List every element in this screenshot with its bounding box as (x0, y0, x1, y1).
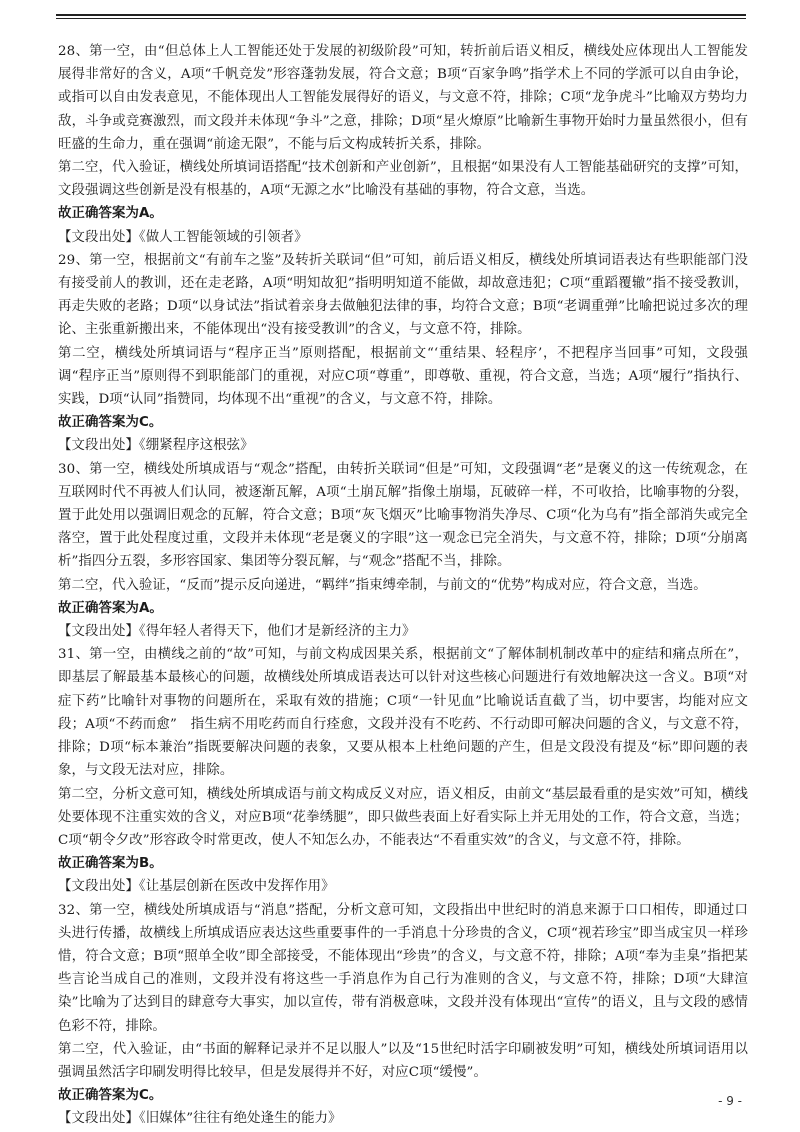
explanation-paragraph: 30、第一空，横线处所填成语与“观念”搭配，由转折关联词“但是”可知，文段强调“老”是褒义的这一传统观念，在互联网时代不再被人们认同，被逐渐瓦解，A项“土崩瓦解”指像土崩塌，瓦破碎一样，不可收拾，比喻事物的分裂，置于此处用以强调旧观念的瓦解，符合文意；B项“灰飞烟灭”比喻事物消失净尽、C项“化为乌有”指全部消失或完全落空，置于此处程度过重，文段并未体现“老是褒义的字眼”这一观念已完全消失，与文意不符，排除；D项“分崩离析”指四分五裂，多形容国家、集团等分裂瓦解，与“观念”搭配不当，排除。 (58, 461, 748, 570)
header-rule-thin (56, 18, 746, 19)
explanation-paragraph: 第二空，横线处所填词语与“程序正当”原则搭配，根据前文“‘重结果、轻程序’，不把程序当回事”可知，文段强调“程序正当”原则得不到职能部门的重视，对应C项“尊重”，即尊敬、重视，符合文意，当选；A项“履行”指执行、实践，D项“认同”指赞同，均体现不出“重视”的含义，与文意不符，排除。 (58, 345, 748, 408)
explanation-paragraph: 28、第一空，由“但总体上人工智能还处于发展的初级阶段”可知，转折前后语义相反，横线处应体现出人工智能发展得非常好的含义，A项“千帆竞发”形容蓬勃发展，符合文意；B项“百家争鸣”指学术上不同的学派可以自由争论，或指可以自由发表意见，不能体现出人工智能发展得好的语义，与文意不符，排除；C项“龙争虎斗”比喻双方势均力敌，斗争或竞赛激烈，而文段并未体现“争斗”之意，排除；D项“星火燎原”比喻新生事物开始时力量虽然很小，但有旺盛的生命力，重在强调“前途无限”，不能与后文构成转折关系，排除。 (58, 44, 748, 152)
source-line: 【文段出处】《绷紧程序这根弦》 (58, 438, 254, 454)
document-body (58, 40, 748, 1131)
explanation-paragraph: 第二空，分析文意可知，横线处所填成语与前文构成反义对应，语义相反，由前文“基层最看重的是实效”可知，横线处要体现不注重实效的含义，对应B项“花拳绣腿”，即只做些表面上好看实际上并无用处的工作，符合文意，当选；C项“朝令夕改”形容政令时常更改，使人不知怎么办，不能表达“不看重实效”的含义，与文意不符，排除。 (58, 786, 748, 848)
source-line: 【文段出处】《让基层创新在医改中发挥作用》 (58, 879, 335, 895)
explanation-paragraph: 31、第一空，由横线之前的“故”可知，与前文构成因果关系，根据前文“了解体制机制改革中的症结和痛点所在”，即基层了解最基本最核心的问题，故横线处所填成语表达可以针对这些核心问题进行有效地解决这一含义。B项“对症下药”比喻针对事物的问题所在，采取有效的措施；C项“一针见血”比喻说话直截了当，切中要害，均能对应文段；A项“不药而愈” 指生病不用吃药而自行痊愈，文段并没有不吃药、不行动即可解决问题的含义，与文意不符，排除；D项“标本兼治”指既要解决问题的表象，又要从根本上杜绝问题的产生，但是文段没有提及“标”即问题的表象，与文段无法对应，排除。 (58, 647, 748, 779)
answer-line: 故正确答案为C。 (58, 415, 163, 431)
source-line: 【文段出处】《旧媒体”往往有绝处逢生的能力》 (58, 1111, 342, 1127)
explanation-paragraph: 32、第一空，横线处所填成语与“消息”搭配，分析文意可知，文段指出中世纪时的消息来源于口口相传，即通过口头进行传播，故横线上所填成语应表达这些重要事件的一手消息十分珍贵的含义，C项“视若珍宝”即当成宝贝一样珍惜，符合文意；B项“照单全收”即全部接受，不能体现出“珍贵”的含义，与文意不符，排除；A项“奉为圭臬”指把某些言论当成自己的准则，文段并没有将这些一手消息作为自己行为准则的含义，与文意不符，排除；D项“大肆渲染”比喻为了达到目的肆意夸大事实，加以宣传，带有消极意味，文段并没有体现出“宣传”的语义，且与文段的感情色彩不符，排除。 (58, 902, 748, 1034)
answer-line: 故正确答案为A。 (58, 206, 163, 222)
explanation-paragraph: 29、第一空，根据前文“有前车之鉴”及转折关联词“但”可知，前后语义相反，横线处所填词语表达有些职能部门没有接受前人的教训，还在走老路，A项“明知故犯”指明明知道不能做，却故意违犯；C项“重蹈覆辙”指不接受教训，再走失败的老路；D项“以身试法”指试着亲身去做触犯法律的事，均符合文意；B项“老调重弹”比喻把说过多次的理论、主张重新搬出来，不能体现出“没有接受教训”的含义，与文意不符，排除。 (58, 252, 748, 338)
explanation-paragraph: 第二空，代入验证，由“书面的解释记录并不足以服人”以及“15世纪时活字印刷被发明”可知，横线处所填词语用以强调虽然活字印刷发明得比较早，但是发展得并不好，对应C项“缓慢”。 (58, 1041, 748, 1080)
source-line: 【文段出处】《做人工智能领域的引领者》 (58, 229, 308, 245)
explanation-paragraph: 第二空，代入验证，“反而”提示反向递进，“羁绊”指束缚牵制，与前文的“优势”构成对应，符合文意，当选。 (58, 577, 707, 593)
answer-line: 故正确答案为B。 (58, 856, 163, 872)
page-number: - 9 - (718, 1094, 742, 1108)
answer-line: 故正确答案为A。 (58, 600, 163, 616)
source-line: 【文段出处】《得年轻人者得天下，他们才是新经济的主力》 (58, 624, 416, 640)
explanation-paragraph: 第二空，代入验证，横线处所填词语搭配“技术创新和产业创新”，且根据“如果没有人工智能基础研究的支撑”可知，文段强调这些创新是没有根基的，A项“无源之水”比喻没有基础的事物，符合文意，当选。 (58, 160, 748, 199)
header-rule (56, 14, 746, 16)
answer-line: 故正确答案为C。 (58, 1088, 163, 1104)
